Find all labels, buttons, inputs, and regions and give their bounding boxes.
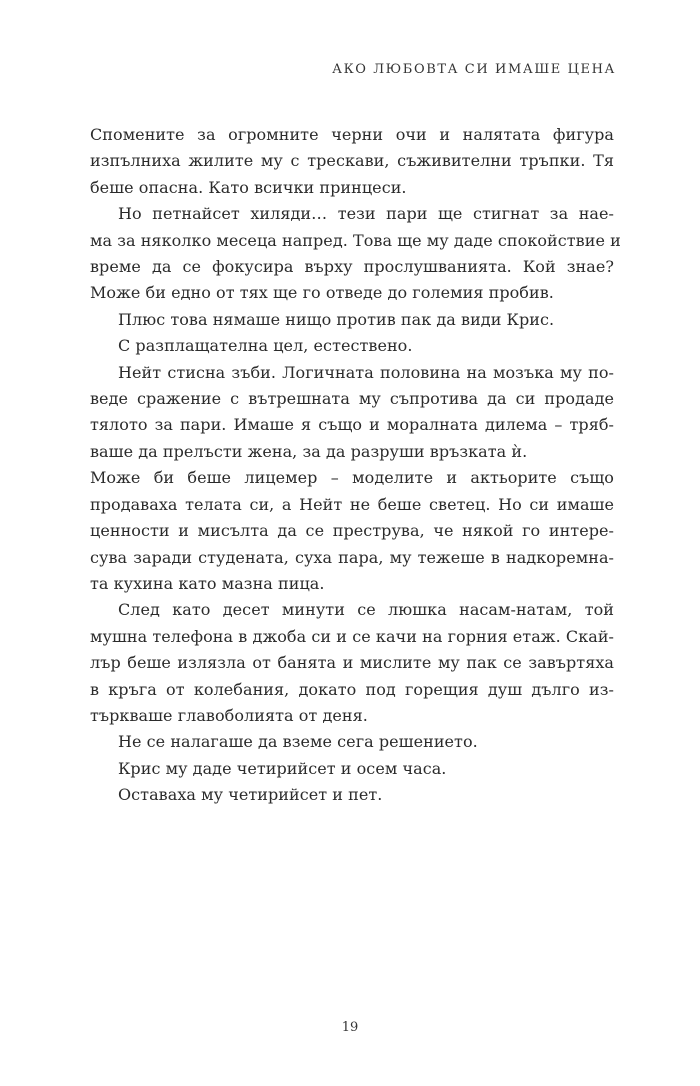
text-line: Крис му даде четирийсет и осем часа. [118, 758, 447, 778]
text-line: ценности и мисълта да се преструва, че някой го интере- [90, 521, 614, 541]
body-text [90, 122, 621, 809]
text-line: търкваше главоболията от деня. [90, 705, 368, 725]
text-line: Плюс това нямаше нищо против пак да види Крис. [118, 309, 555, 329]
text-line: ваше да прелъсти жена, за да разруши връзката ѝ. [90, 441, 528, 461]
text-line: Нейт стисна зъби. Логичната половина на мозъка му по- [118, 362, 614, 382]
text-line: време да се фокусира върху прослушванията. Кой знае? [90, 257, 614, 277]
text-line: веде сражение с вътрешната му съпротива да си продаде [90, 389, 614, 409]
text-line: та кухина като мазна пица. [90, 573, 325, 593]
text-line: Оставаха му четирийсет и пет. [118, 785, 383, 805]
text-line: продаваха телата си, а Нейт не беше светец. Но си имаше [90, 494, 614, 514]
text-line: мушна телефона в джоба си и се качи на горния етаж. Скай- [90, 626, 614, 646]
text-line: След като десет минути се люшка насам-натам, той [118, 600, 614, 620]
text-line: в кръга от колебания, докато под горещия душ дълго из- [90, 679, 614, 699]
text-line: сува заради студената, суха пара, му тежеше в надкоремна- [90, 547, 614, 567]
text-line: С разплащателна цел, естествено. [118, 336, 413, 356]
text-line: лър беше излязла от банята и мислите му пак се завъртяха [90, 653, 614, 673]
running-head-title: АКО ЛЮБОВТА СИ ИМАШЕ ЦЕНА [332, 62, 616, 77]
text-line: изпълниха жилите му с трескави, съживителни тръпки. Тя [90, 151, 614, 171]
page-number: 19 [341, 1020, 359, 1035]
text-line: Не се налагаше да вземе сега решението. [118, 732, 478, 752]
text-line: беше опасна. Като всички принцеси. [90, 177, 407, 197]
text-line: ма за няколко месеца напред. Това ще му даде спокойствие и [90, 230, 621, 250]
text-line: Може би беше лицемер – моделите и актьорите също [90, 468, 614, 488]
text-line: Спомените за огромните черни очи и налятата фигура [90, 125, 614, 144]
text-line: Но петнайсет хиляди… тези пари ще стигнат за нае- [118, 204, 614, 224]
text-line: Може би едно от тях ще го отведе до големия пробив. [90, 283, 554, 303]
text-line: тялото за пари. Имаше я също и моралната дилема – тряб- [90, 415, 614, 435]
